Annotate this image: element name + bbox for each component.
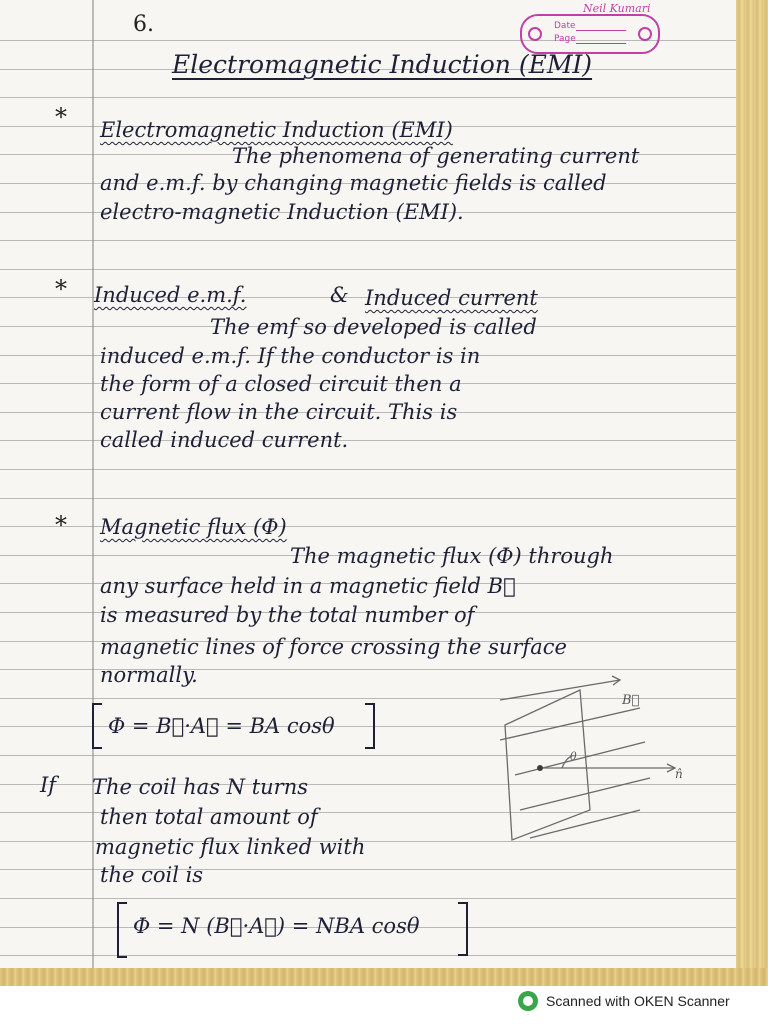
ruled-line [0,469,740,470]
flux-surface-diagram [470,660,700,850]
body-line: the form of a closed circuit then a [100,372,462,396]
diagram-normal-label: n̂ [675,767,683,781]
section-heading-amp: & [330,283,349,307]
desk-edge [736,0,768,985]
diagram-angle-label: θ [570,750,577,763]
coil-line: the coil is [100,863,204,887]
scanner-watermark-text: Scanned with OKEN Scanner [546,993,730,1009]
body-line: magnetic lines of force crossing the surface [100,635,567,659]
formula-bracket-right [458,902,468,956]
formula-bracket-left [117,902,127,958]
formula-bracket-left [92,703,102,749]
flux-formula: Φ = B⃗·A⃗ = BA cosθ [108,714,335,738]
ruled-line [0,97,740,98]
ruled-line [0,955,740,956]
desk-edge-bottom [0,968,768,986]
ruled-line [0,898,740,899]
bullet-star: * [55,511,67,539]
page-title: Electromagnetic Induction (EMI) [172,50,593,79]
body-line: induced e.m.f. If the conductor is in [100,344,481,368]
oken-scanner-logo-icon [518,991,538,1011]
diagram-field-label: B⃗ [622,693,640,708]
ruled-line [0,269,740,270]
date-page-stamp [520,14,660,54]
body-line: any surface held in a magnetic field B⃗ [100,574,516,598]
coil-note-marker: If [40,773,57,797]
stamp-signature: Neil Kumari [583,2,651,15]
stamp-date-label: Date [554,21,576,31]
ruled-line [0,498,740,499]
body-line: current flow in the circuit. This is [100,400,458,424]
ruled-line [0,240,740,241]
stamp-ring-icon [638,27,652,41]
formula-bracket-right [365,703,375,749]
bullet-star: * [55,275,67,303]
stamp-ring-icon [528,27,542,41]
section-heading-left: Induced e.m.f. [94,283,247,307]
coil-line: then total amount of [100,805,318,829]
stamp-page-label: Page [554,34,576,44]
body-line: is measured by the total number of [100,603,475,627]
body-line: electro-magnetic Induction (EMI). [100,200,464,224]
scanner-watermark [518,990,730,1012]
section-heading: Electromagnetic Induction (EMI) [100,118,453,142]
body-line: The emf so developed is called [210,315,537,339]
coil-line: The coil has N turns [92,775,308,799]
body-line: The magnetic flux (Φ) through [290,544,614,568]
section-heading-right: Induced current [365,286,538,310]
bullet-star: * [55,103,67,131]
body-line: called induced current. [100,428,349,452]
body-line: normally. [100,663,198,687]
body-line: and e.m.f. by changing magnetic fields is called [100,171,607,195]
body-line: The phenomena of generating current [232,144,640,168]
page-number: 6. [133,12,154,37]
coil-flux-formula: Φ = N (B⃗·A⃗) = NBA cosθ [133,914,420,938]
section-heading: Magnetic flux (Φ) [100,515,287,539]
coil-line: magnetic flux linked with [95,835,366,859]
margin-line [92,0,94,978]
